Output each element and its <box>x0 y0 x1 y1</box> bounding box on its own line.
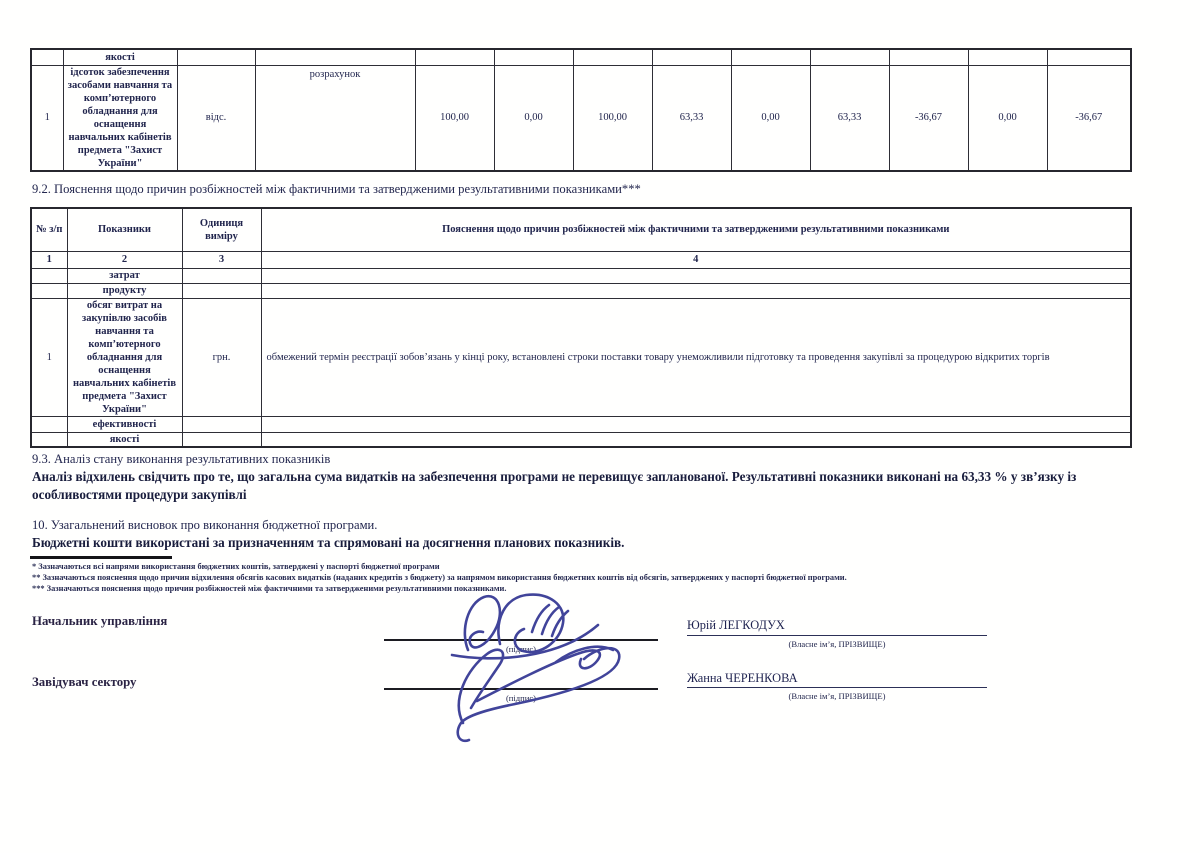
empty-cell <box>31 268 67 283</box>
empty-cell <box>261 283 1131 298</box>
empty-cell <box>1047 49 1131 65</box>
signature-role-1: Начальник управління <box>32 614 168 628</box>
table-row <box>31 298 1131 416</box>
value-cell: 0,00 <box>731 65 810 171</box>
analysis-statement-line1: Аналіз відхилень свідчить про те, що загальна сума видатків на забезпечення програми не перевищує запланованої. Результативні показники виконані на 63,33 % у зв’язку із <box>32 469 1077 484</box>
footnote-2: ** Зазначаються пояснення щодо причин відхилення обсягів касових видатків (наданих кредитів з бюджету) за напрямом використання бюджетних коштів від обсягів, затверджених у паспорті бюджетної програми. <box>32 573 847 582</box>
empty-cell <box>731 49 810 65</box>
value-cell: -36,67 <box>889 65 968 171</box>
analysis-statement-line2: особливостями процедури закупівлі <box>32 487 247 502</box>
footnote-1: * Зазначаються всі напрями використання бюджетних коштів, затверджені у паспорті бюджетної програми <box>32 562 440 571</box>
empty-cell <box>31 416 67 432</box>
indicator-cell: ідсоток забезпечення засобами навчання та комп’ютерного обладнання для оснащення навчальних кабінетів предмета "Захист України" <box>63 65 177 171</box>
empty-cell <box>31 49 63 65</box>
signatory-name-1: Юрій ЛЕГКОДУХ <box>687 618 785 632</box>
empty-cell <box>182 416 261 432</box>
group-row <box>31 432 1131 447</box>
name-underline-1 <box>687 635 987 636</box>
table-header-row <box>31 208 1131 251</box>
col-header-indicators: Показники <box>67 208 182 251</box>
empty-cell <box>182 432 261 447</box>
signature-caption-2: (підпис) <box>505 693 537 703</box>
conclusion-statement: Бюджетні кошти використані за призначенням та спрямовані на досягнення планових показників. <box>32 535 625 550</box>
group-row <box>31 416 1131 432</box>
value-cell: 100,00 <box>415 65 494 171</box>
signature-line-2 <box>384 688 658 690</box>
col-number-cell: 2 <box>67 251 182 268</box>
empty-cell <box>182 283 261 298</box>
col-number-cell: 3 <box>182 251 261 268</box>
indicator-cell: обсяг витрат на закупівлю засобів навчання та комп’ютерного обладнання для оснащення навчальних кабінетів предмета "Захист України" <box>67 298 182 416</box>
discrepancy-section-heading: 9.2. Пояснення щодо причин розбіжностей між фактичними та затвердженими результативними показниками*** <box>32 182 641 196</box>
unit-cell: грн. <box>182 298 261 416</box>
col-number-cell: 1 <box>31 251 67 268</box>
row-number-cell: 1 <box>31 65 63 171</box>
signatory-name-2: Жанна ЧЕРЕНКОВА <box>687 671 798 685</box>
footnote-separator <box>30 556 172 559</box>
group-label-cell: продукту <box>67 283 182 298</box>
empty-cell <box>494 49 573 65</box>
table-row <box>31 65 1131 171</box>
name-underline-2 <box>687 687 987 688</box>
empty-cell <box>573 49 652 65</box>
discrepancy-table <box>30 207 1132 448</box>
signature-line-1 <box>384 639 658 641</box>
empty-cell <box>968 49 1047 65</box>
value-cell: 0,00 <box>494 65 573 171</box>
empty-cell <box>415 49 494 65</box>
group-label-cell: якості <box>67 432 182 447</box>
conclusion-section-heading: 10. Узагальнений висновок про виконання бюджетної програми. <box>32 518 378 532</box>
empty-cell <box>889 49 968 65</box>
name-caption-1: (Власне ім’я, ПРІЗВИЩЕ) <box>788 639 886 649</box>
group-row <box>31 283 1131 298</box>
value-cell: 63,33 <box>652 65 731 171</box>
empty-cell <box>182 268 261 283</box>
name-caption-2: (Власне ім’я, ПРІЗВИЩЕ) <box>788 691 886 701</box>
empty-cell <box>810 49 889 65</box>
table-row <box>31 49 1131 65</box>
col-number-cell: 4 <box>261 251 1131 268</box>
analysis-section-heading: 9.3. Аналіз стану виконання результативних показників <box>32 452 331 466</box>
empty-cell <box>255 49 415 65</box>
signature-caption-1: (підпис) <box>505 644 537 654</box>
empty-cell <box>261 416 1131 432</box>
empty-cell <box>652 49 731 65</box>
empty-cell <box>261 432 1131 447</box>
unit-cell: відс. <box>177 65 255 171</box>
footnote-3: *** Зазначаються пояснення щодо причин розбіжностей між фактичними та затвердженими результативними показниками. <box>32 584 507 593</box>
empty-cell <box>261 268 1131 283</box>
empty-cell <box>31 432 67 447</box>
signature-role-2: Завідувач сектору <box>32 675 137 689</box>
column-numbering-row <box>31 251 1131 268</box>
explanation-cell: обмежений термін реєстрації зобов’язань у кінці року, встановлені строки поставки товару унеможливили підготовку та проведення закупівлі за процедурою відкритих торгів <box>261 298 1131 416</box>
group-label-cell: затрат <box>67 268 182 283</box>
group-row <box>31 268 1131 283</box>
empty-cell <box>31 283 67 298</box>
source-cell: розрахунок <box>255 65 415 171</box>
col-header-num: № з/п <box>31 208 67 251</box>
empty-cell <box>177 49 255 65</box>
value-cell: 100,00 <box>573 65 652 171</box>
value-cell: -36,67 <box>1047 65 1131 171</box>
value-cell: 0,00 <box>968 65 1047 171</box>
results-table <box>30 48 1132 172</box>
row-number-cell: 1 <box>31 298 67 416</box>
quality-group-cell: якості <box>63 49 177 65</box>
group-label-cell: ефективності <box>67 416 182 432</box>
value-cell: 63,33 <box>810 65 889 171</box>
col-header-unit: Одиниця виміру <box>182 208 261 251</box>
col-header-explanation: Пояснення щодо причин розбіжностей між фактичними та затвердженими результативними показниками <box>261 208 1131 251</box>
